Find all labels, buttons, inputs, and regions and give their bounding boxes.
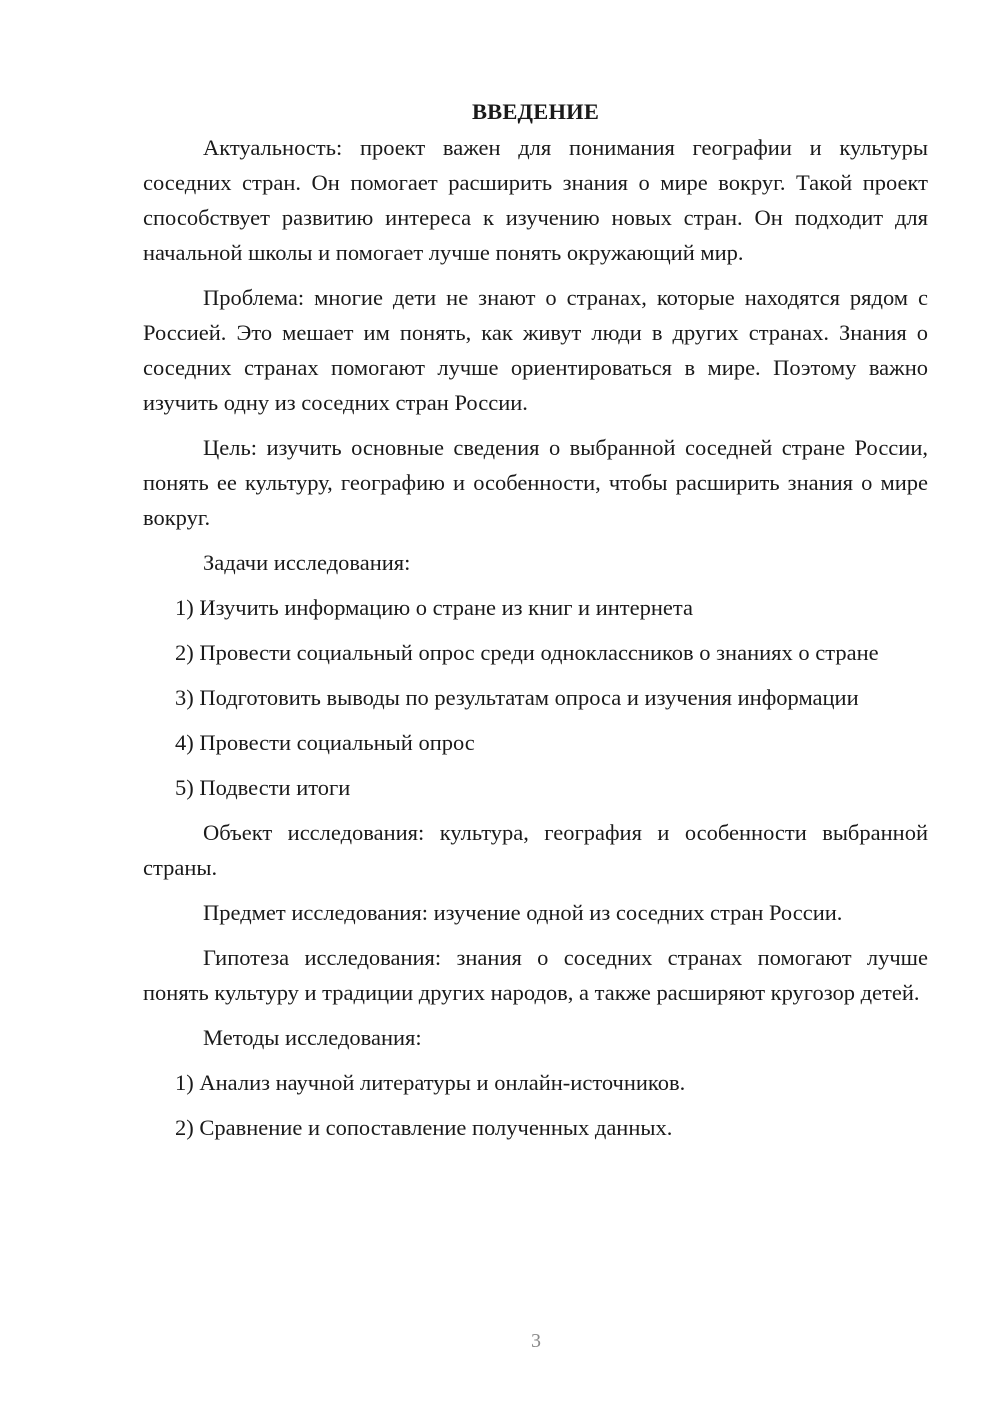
methods-title: Методы исследования: — [203, 1025, 422, 1050]
task-item: 4) Провести социальный опрос — [175, 730, 475, 755]
subject-paragraph: Предмет исследования: изучение одной из соседних стран России. — [203, 900, 843, 925]
section-heading: ВВЕДЕНИЕ — [471, 99, 600, 124]
tasks-title: Задачи исследования: — [203, 550, 411, 575]
relevance-paragraph: Актуальность: проект важен для понимания географии и культуры соседних стран. Он помогает расширить знания о мире вокруг. Такой проект способствует развитию интереса к изучению новых стран. Он подходит для начальной школы и помогает лучше понять окружающий мир. — [143, 135, 928, 265]
object-paragraph: Объект исследования: культура, география и особенности выбранной страны. — [143, 820, 928, 880]
task-item: 3) Подготовить выводы по результатам опроса и изучения информации — [175, 685, 859, 710]
method-item: 2) Сравнение и сопоставление полученных данных. — [175, 1115, 673, 1140]
task-item: 2) Провести социальный опрос среди одноклассников о знаниях о стране — [175, 640, 879, 665]
goal-paragraph: Цель: изучить основные сведения о выбранной соседней стране России, понять ее культуру, географию и особенности, чтобы расширить знания о мире вокруг. — [143, 435, 928, 530]
hypothesis-paragraph: Гипотеза исследования: знания о соседних странах помогают лучше понять культуру и традиции других народов, а также расширяют кругозор детей. — [143, 945, 928, 1005]
page-number: 3 — [531, 1330, 541, 1352]
problem-paragraph: Проблема: многие дети не знают о странах, которые находятся рядом с Россией. Это мешает им понять, как живут люди в других странах. Знания о соседних странах помогают лучше ориентироваться в мире. Поэтому важно изучить одну из соседних стран России. — [143, 285, 928, 415]
page-body — [143, 94, 928, 1155]
method-item: 1) Анализ научной литературы и онлайн-источников. — [175, 1070, 686, 1095]
task-item: 1) Изучить информацию о стране из книг и интернета — [175, 595, 693, 620]
task-item: 5) Подвести итоги — [175, 775, 351, 800]
